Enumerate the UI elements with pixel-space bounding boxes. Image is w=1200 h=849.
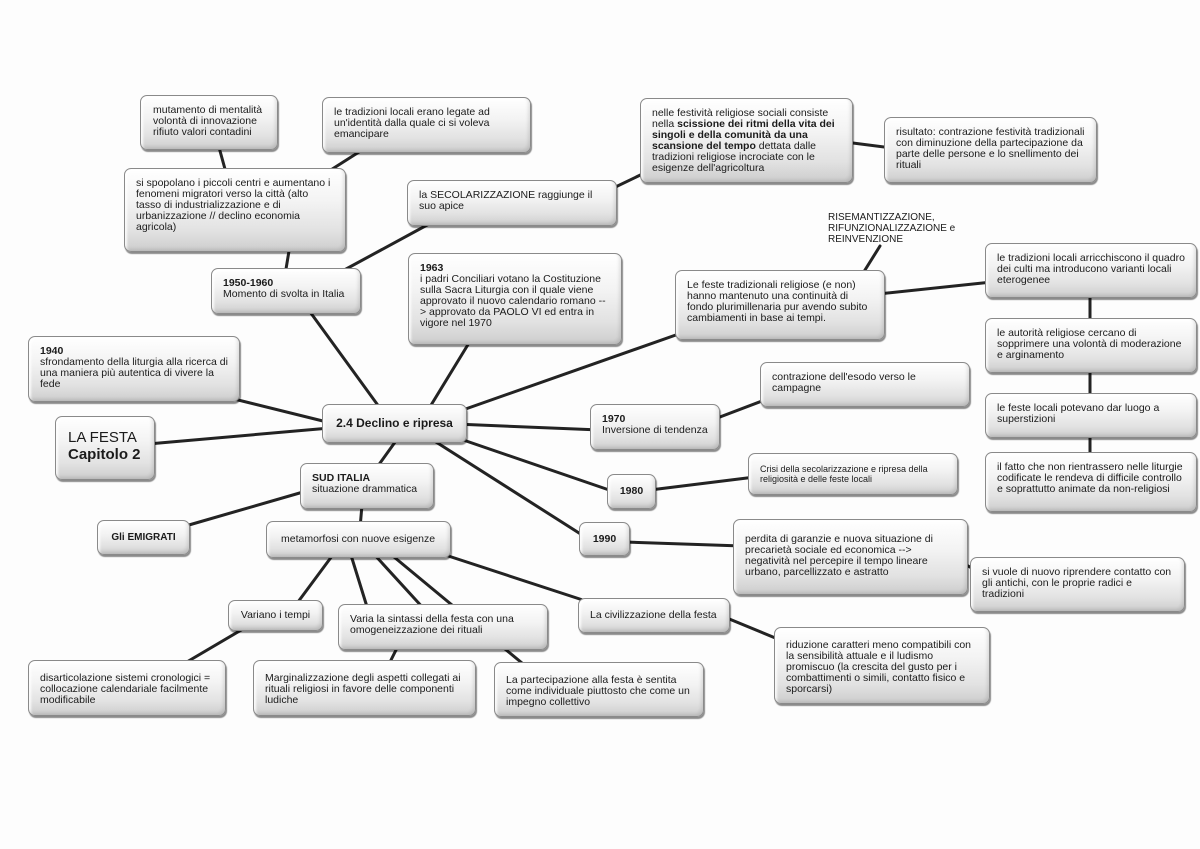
node-line: mutamento di mentalità	[153, 104, 263, 116]
connector-1990-perdita	[624, 542, 742, 546]
node-text: le tradizioni locali erano legate ad un'identità dalla quale ci si voleva emancipare	[334, 106, 490, 140]
central-node	[322, 404, 467, 443]
node-title: 1980	[619, 485, 644, 497]
node-text: nelle festività religiose sociali consiste nella	[652, 107, 829, 130]
node-text: la SECOLARIZZAZIONE raggiunge il suo apice	[419, 189, 593, 212]
node-esodo	[760, 362, 970, 407]
connector-metamorfosi-sintassi-a	[350, 552, 368, 610]
node-text: Gli EMIGRATI	[111, 532, 176, 543]
node-title: 1990	[592, 532, 617, 545]
node-text: Variano i tempi	[240, 609, 311, 621]
node-title: SUD ITALIA	[312, 472, 371, 484]
node-liturgia-1940	[28, 336, 240, 402]
node-partecipazione	[494, 662, 704, 717]
node-sintassi	[338, 604, 548, 650]
node-text: Inversione di tendenza	[602, 424, 708, 436]
node-anno-1990	[579, 522, 630, 556]
node-text: Crisi della secolarizzazione e ripresa della religiosità e delle feste locali	[760, 464, 928, 484]
node-text: riduzione caratteri meno compatibili con la sensibilità attuale e il ludismo promiscuo (la crescita del gusto per i combattimenti o simili, contatto fisico e sporcarsi)	[786, 639, 972, 695]
node-autorita	[985, 318, 1197, 373]
node-secolarizzazione	[407, 180, 617, 226]
node-text: i padri Conciliari votano la Costituzione sulla Sacra Liturgia con il quale viene approvato il nuovo calendario romano --> approvato da PAOLO VI ed entra in vigore nel 1970	[420, 273, 606, 329]
node-title: 1950-1960	[223, 277, 274, 289]
connector-1950-center	[305, 305, 385, 415]
connector-metamorfosi-variano	[295, 552, 335, 606]
node-text: le autorità religiose cercano di sopprimere una volontà di moderazione e arginamento	[997, 327, 1182, 361]
map-title: LA FESTA	[68, 429, 137, 446]
node-text: sfrondamento della liturgia alla ricerca di una maniera più autentica di vivere la fede	[40, 356, 228, 390]
node-inversione-1970	[590, 404, 720, 450]
node-text: Momento di svolta in Italia	[223, 288, 345, 300]
node-text: il fatto che non rientrassero nelle liturgie codificate le rendeva di difficile controllo e soprattutto animate da non-religiosi	[997, 461, 1183, 495]
node-text: Marginalizzazione degli aspetti collegati ai rituali religiosi in favore delle componenti ludiche	[265, 672, 461, 706]
node-risultato	[884, 117, 1097, 183]
node-metamorfosi	[266, 521, 451, 558]
node-svolta-1950	[211, 268, 361, 314]
node-text: RISEMANTIZZAZIONE, RIFUNZIONALIZZAZIONE e REINVENZIONE	[828, 212, 956, 245]
node-continuita	[675, 270, 885, 340]
node-arricchiscono	[985, 243, 1197, 298]
node-civilizzazione	[578, 598, 730, 633]
connector-1940-center	[222, 396, 335, 424]
connector-continuita-arricchiscono	[878, 282, 992, 294]
node-line: rifiuto valori contadini	[153, 126, 252, 138]
node-marginalizzazione	[253, 660, 476, 716]
node-text: La civilizzazione della festa	[590, 609, 717, 621]
node-text: le tradizioni locali arricchiscono il quadro dei culti ma introducono varianti locali eterogenee	[997, 252, 1185, 286]
node-text: dettata dalle tradizioni religiose incrociate con le esigenze dell'agricoltura	[652, 140, 817, 174]
map-subtitle: Capitolo 2	[68, 446, 141, 463]
node-text: Varia la sintassi della festa con una omogeneizzazione dei rituali	[350, 613, 514, 636]
title-node	[55, 416, 155, 480]
node-perdita	[733, 519, 968, 595]
node-superstizioni	[985, 393, 1197, 438]
node-scissione	[640, 98, 853, 183]
node-text: Le feste tradizionali religiose (e non) hanno mantenuto una continuità di fondo plurimillenaria pur avendo subito cambiamenti in base ai tempi.	[687, 279, 868, 324]
node-text: La partecipazione alla festa è sentita come individuale piuttosto che come un impegno collettivo	[506, 674, 690, 708]
connector-metamorfosi-civilizzazione	[430, 550, 595, 604]
node-text: si vuole di nuovo riprendere contatto con gli antichi, con le proprie radici e tradizioni	[982, 566, 1172, 600]
node-text: metamorfosi con nuove esigenze	[281, 533, 436, 545]
connector-festa-center	[148, 428, 330, 444]
node-mentalita	[140, 95, 278, 150]
node-crisi	[748, 453, 958, 495]
node-concilio-1963	[408, 253, 622, 345]
node-text: situazione drammatica	[312, 483, 418, 495]
node-sud-italia	[300, 463, 434, 509]
node-anno-1980	[607, 474, 656, 509]
node-disarticolazione	[28, 660, 226, 716]
node-riduzione	[774, 627, 990, 704]
node-text: perdita di garanzie e nuova situazione di precarietà sociale ed economica --> negatività nel percepire il tempo lineare urbano, parcellizzato e astratto	[745, 533, 933, 578]
node-text: le feste locali potevano dar luogo a superstizioni	[997, 402, 1160, 425]
node-title: 1940	[40, 345, 64, 357]
node-variano	[228, 600, 323, 631]
node-spopolano	[124, 168, 346, 252]
central-node-label: 2.4 Declino e ripresa	[336, 416, 453, 430]
node-risemantizzazione	[817, 203, 969, 253]
node-line: volontà di innovazione	[153, 115, 257, 127]
node-text-emphasis: scissione dei ritmi della vita dei singoli e della comunità da una scansione del tempo	[652, 118, 835, 152]
node-radici	[970, 557, 1185, 612]
node-title: 1970	[602, 413, 626, 425]
node-controllo	[985, 452, 1197, 512]
node-text: risultato: contrazione festività tradizionali con diminuzione della partecipazione da parte delle persone e lo snellimento dei rituali	[896, 126, 1085, 171]
node-emigrati	[97, 520, 190, 555]
node-identita	[322, 97, 531, 153]
node-text: disarticolazione sistemi cronologici = collocazione calendariale facilmente modificabile	[40, 672, 211, 706]
node-title: 1963	[420, 262, 444, 274]
node-text: contrazione dell'esodo verso le campagne	[772, 371, 916, 394]
connector-center-1970	[455, 424, 600, 430]
node-text: si spopolano i piccoli centri e aumentano i fenomeni migratori verso la città (alto tasso di industrializzazione e di urbanizzazione // declino economia agricola)	[136, 177, 331, 233]
connector-1980-crisi	[650, 477, 755, 490]
